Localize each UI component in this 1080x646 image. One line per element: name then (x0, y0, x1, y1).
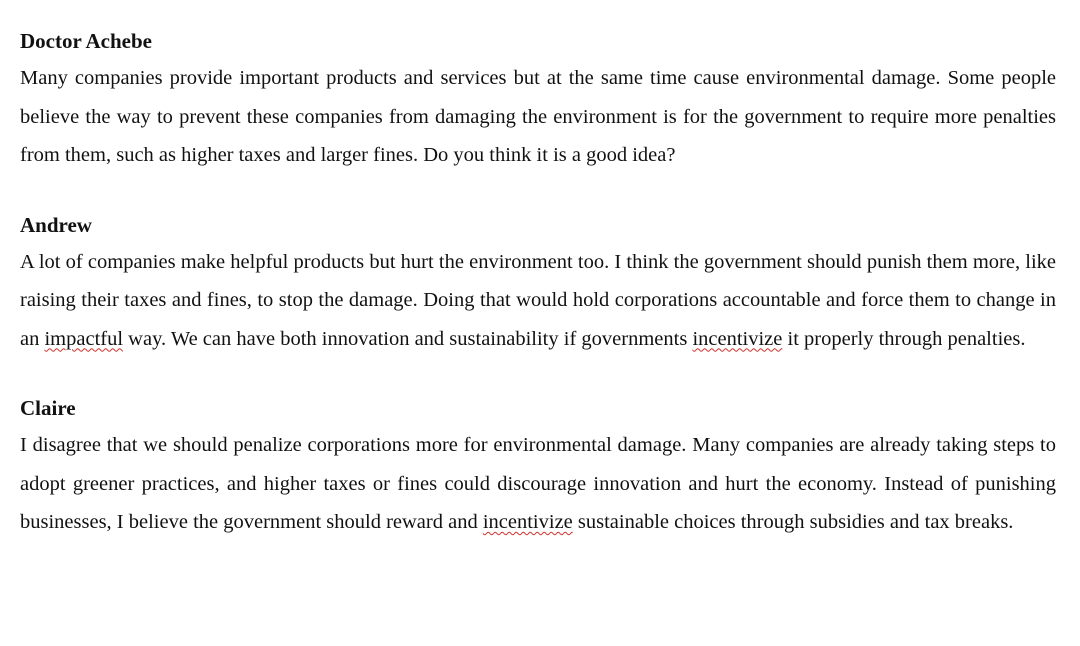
post-andrew (20, 211, 1056, 359)
text-segment: way. We can have both innovation and sustainability if governments (123, 327, 693, 350)
post-paragraph (20, 243, 1056, 359)
text-segment: A lot of companies make helpful products but hurt the environment too. I think the government should punish them more, like raising their taxes and fines, to stop the damage. Doing that would hold corporations accountable and force them to change in an (20, 250, 1056, 350)
speaker-name: Doctor Achebe (20, 29, 152, 53)
post-claire (20, 394, 1056, 542)
spellcheck-flagged-word[interactable]: incentivize (482, 511, 573, 533)
post-paragraph (20, 426, 1056, 542)
text-segment: it properly through penalties. (782, 327, 1026, 350)
spellcheck-flagged-word[interactable]: impactful (44, 327, 124, 350)
speaker-name: Claire (20, 396, 76, 420)
text-segment: I disagree that we should penalize corporations more for environmental damage. Many companies are already taking steps to adopt greener practices, and higher taxes or fines could discourage innovation and hurt the economy. Instead of punishing businesses, I believe the government should reward and (20, 434, 1056, 533)
document-body (20, 27, 1056, 542)
text-segment: sustainable choices through subsidies and tax breaks. (572, 511, 1014, 533)
post-paragraph: Many companies provide important products and services but at the same time cause environmental damage. Some people believe the way to prevent these companies from damaging the environment is for the government to require more penalties from them, such as higher taxes and larger fines. Do you think it is a good idea? (20, 67, 1056, 166)
speaker-name: Andrew (20, 212, 92, 237)
spellcheck-flagged-word[interactable]: incentivize (692, 327, 783, 350)
post-doctor-achebe (20, 27, 1056, 175)
